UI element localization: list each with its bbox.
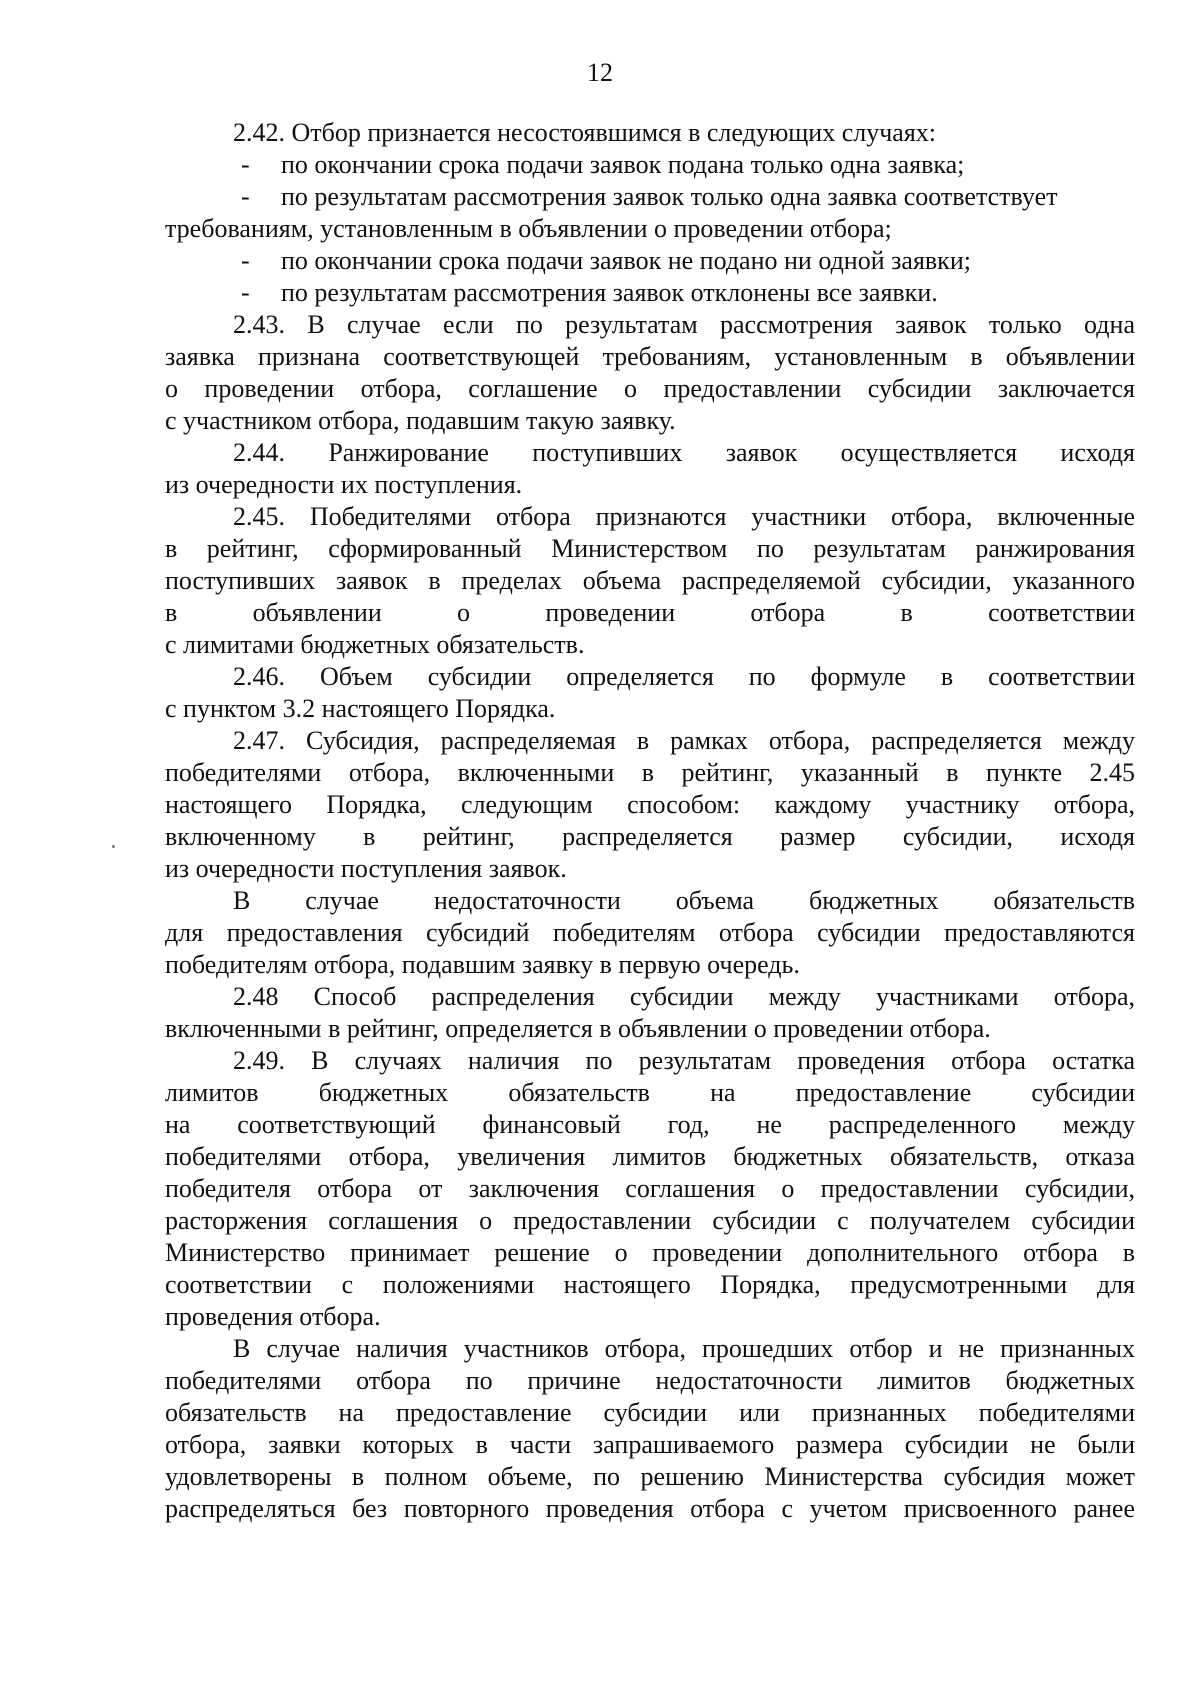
text-line: на соответствующий финансовый год, не распределенного между — [165, 1110, 1135, 1139]
text-line: отбора, заявки которых в части запрашиваемого размера субсидии не были — [165, 1430, 1135, 1459]
scan-speck — [112, 845, 115, 848]
text-line: из очередности их поступления. — [165, 470, 523, 499]
text-line: из очередности поступления заявок. — [165, 854, 567, 883]
text-line: с лимитами бюджетных обязательств. — [165, 630, 585, 659]
text-line: 2.47. Субсидия, распределяемая в рамках отбора, распределяется между — [233, 726, 1135, 755]
text-line: включенному в рейтинг, распределяется размер субсидии, исходя — [165, 822, 1135, 851]
text-line: победителя отбора от заключения соглашения о предоставлении субсидии, — [165, 1174, 1135, 1203]
text-line: В случае наличия участников отбора, прошедших отбор и не признанных — [233, 1334, 1135, 1363]
text-line: требованиям, установленным в объявлении о проведении отбора; — [165, 214, 892, 243]
text-line: удовлетворены в полном объеме, по решению Министерства субсидия может — [165, 1462, 1135, 1491]
text-line: в объявлении о проведении отбора в соответствии — [165, 598, 1135, 627]
document-body — [165, 117, 1135, 1525]
text-line: В случае недостаточности объема бюджетных обязательств — [233, 886, 1135, 915]
text-line: 2.43. В случае если по результатам рассмотрения заявок только одна — [233, 310, 1135, 339]
text-line: Министерство принимает решение о проведении дополнительного отбора в — [165, 1238, 1135, 1267]
list-item — [165, 181, 1135, 213]
page-number: 12 — [587, 58, 613, 87]
text-line: победителями отбора по причине недостаточности лимитов бюджетных — [165, 1366, 1135, 1395]
text-line: обязательств на предоставление субсидии или признанных победителями — [165, 1398, 1135, 1427]
list-item-text: по окончании срока подачи заявок не подано ни одной заявки; — [281, 246, 971, 275]
text-line: включенными в рейтинг, определяется в объявлении о проведении отбора. — [165, 1014, 991, 1043]
text-line: соответствии с положениями настоящего Порядка, предусмотренными для — [165, 1270, 1135, 1299]
text-line: заявка признана соответствующей требованиям, установленным в объявлении — [165, 342, 1135, 371]
text-line: победителям отбора, подавшим заявку в первую очередь. — [165, 950, 800, 979]
list-item — [165, 277, 1135, 309]
text-line: в рейтинг, сформированный Министерством по результатам ранжирования — [165, 534, 1135, 563]
text-line: победителями отбора, увеличения лимитов бюджетных обязательств, отказа — [165, 1142, 1135, 1171]
text-line: настоящего Порядка, следующим способом: каждому участнику отбора, — [165, 790, 1135, 819]
text-line: 2.46. Объем субсидии определяется по формуле в соответствии — [233, 662, 1135, 691]
text-line: 2.45. Победителями отбора признаются участники отбора, включенные — [233, 502, 1135, 531]
text-line: для предоставления субсидий победителям отбора субсидии предоставляются — [165, 918, 1135, 947]
list-item-text: по окончании срока подачи заявок подана только одна заявка; — [281, 150, 965, 179]
list-item-text: по результатам рассмотрения заявок отклонены все заявки. — [281, 278, 938, 307]
text-line: проведения отбора. — [165, 1302, 381, 1331]
text-line: распределяться без повторного проведения отбора с учетом присвоенного ранее — [165, 1494, 1135, 1523]
text-line: победителями отбора, включенными в рейтинг, указанный в пункте 2.45 — [165, 758, 1135, 787]
text-line: с участником отбора, подавшим такую заявку. — [165, 406, 676, 435]
text-line: 2.44. Ранжирование поступивших заявок осуществляется исходя — [233, 438, 1135, 467]
text-line: 2.48 Способ распределения субсидии между участниками отбора, — [233, 982, 1135, 1011]
text-line: с пунктом 3.2 настоящего Порядка. — [165, 694, 556, 723]
list-item — [165, 245, 1135, 277]
text-line: 2.42. Отбор признается несостоявшимся в следующих случаях: — [233, 118, 937, 147]
text-line: о проведении отбора, соглашение о предоставлении субсидии заключается — [165, 374, 1135, 403]
text-line: расторжения соглашения о предоставлении субсидии с получателем субсидии — [165, 1206, 1135, 1235]
text-line: лимитов бюджетных обязательств на предоставление субсидии — [165, 1078, 1135, 1107]
text-line: поступивших заявок в пределах объема распределяемой субсидии, указанного — [165, 566, 1135, 595]
text-line: 2.49. В случаях наличия по результатам проведения отбора остатка — [233, 1046, 1135, 1075]
list-item-text: по результатам рассмотрения заявок только одна заявка соответствует — [281, 182, 1058, 211]
list-item — [165, 149, 1135, 181]
